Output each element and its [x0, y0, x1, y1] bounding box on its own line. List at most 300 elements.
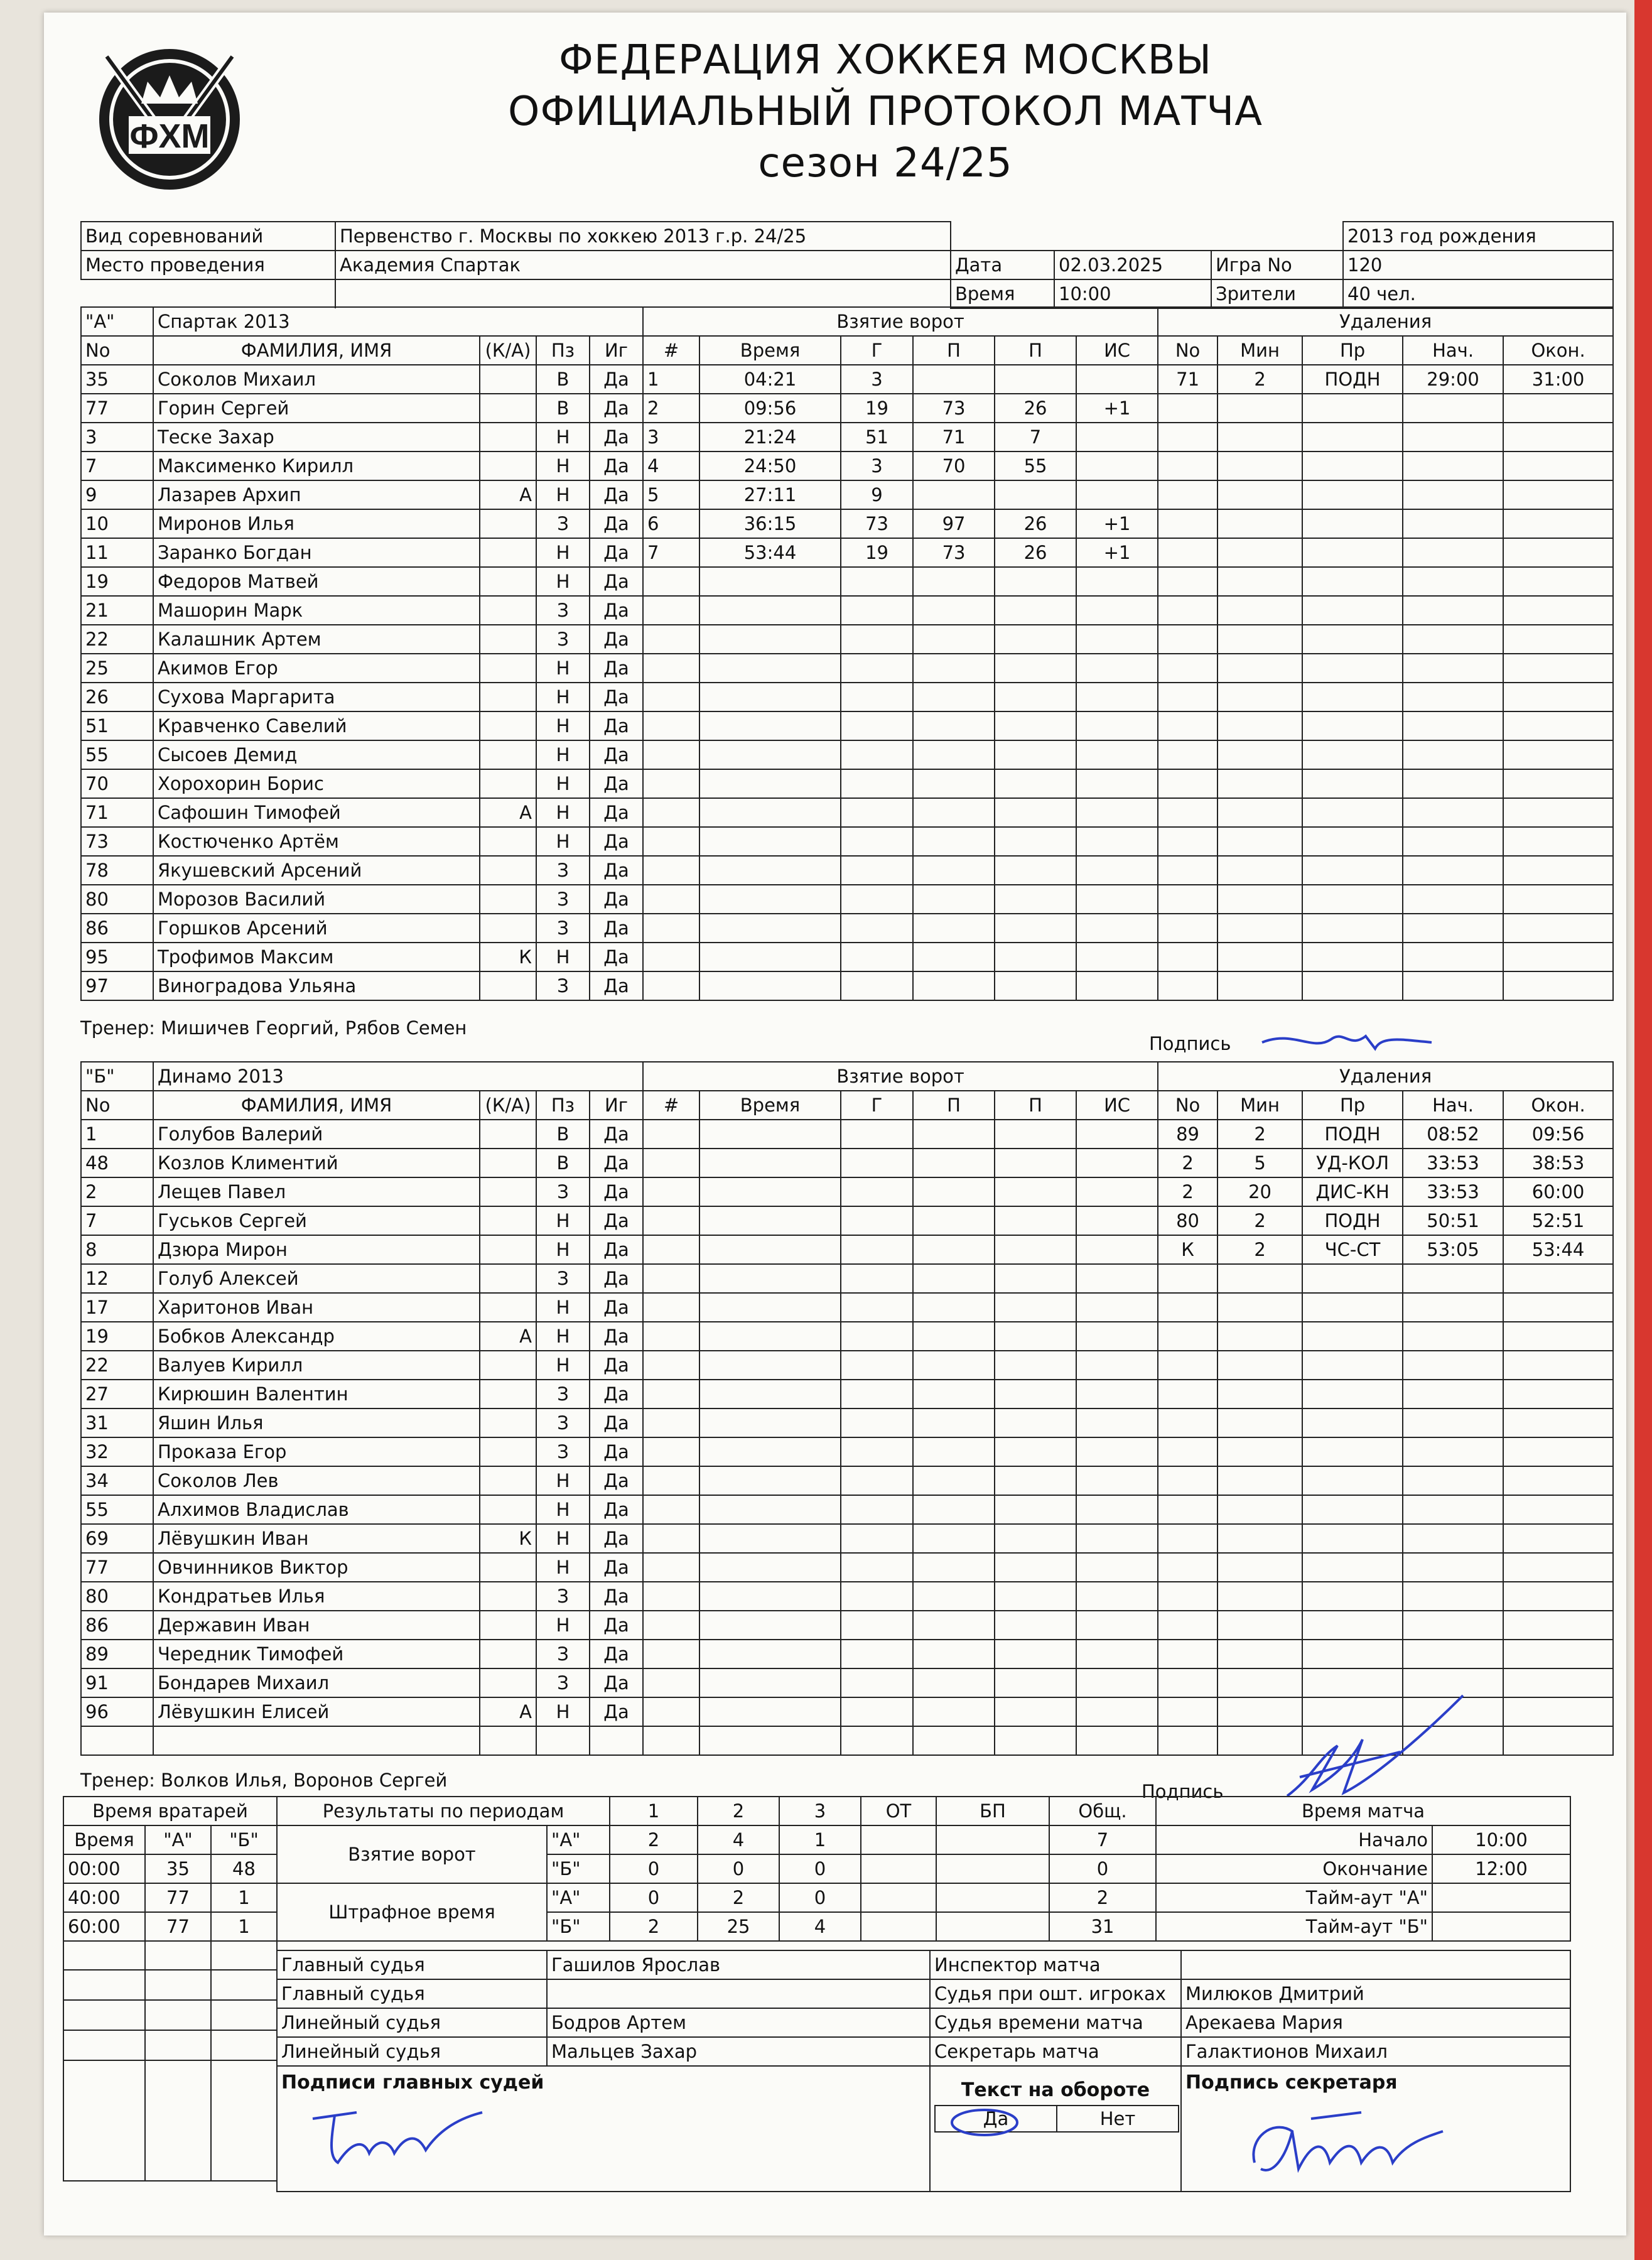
- team-b-pen-end: [1503, 1380, 1613, 1408]
- team-a-pen-start: [1403, 711, 1503, 740]
- team-a-goal-time: [699, 769, 841, 798]
- team-b-goal-time: [699, 1293, 841, 1322]
- table-row: [81, 365, 1613, 394]
- team-b-goal-scorer: [841, 1293, 913, 1322]
- team-b-goal-situation: [1076, 1640, 1158, 1668]
- team-b-goal-assist2: [995, 1206, 1076, 1235]
- team-b-pen-no: [1158, 1293, 1217, 1322]
- venue-value: Академия Спартак: [335, 251, 951, 279]
- team-b-pen-start: [1403, 1322, 1503, 1351]
- team-a-player-ka: А: [480, 798, 536, 827]
- col-is: ИС: [1076, 1091, 1158, 1120]
- team-a-goal-n: [643, 596, 699, 625]
- goalie-time: 00:00: [63, 1854, 145, 1883]
- team-b-player-no: 55: [81, 1495, 153, 1524]
- pim-a-ot: [861, 1883, 936, 1912]
- team-b-player-ig: Да: [590, 1582, 643, 1611]
- team-b-goal-assist1: [913, 1408, 995, 1437]
- team-b-goal-assist2: [995, 1524, 1076, 1553]
- team-b-goal-assist1: [913, 1524, 995, 1553]
- table-row: [81, 1206, 1613, 1235]
- secretary-signature: [1236, 2094, 1462, 2188]
- col-no: No: [81, 336, 153, 365]
- team-b-goal-n: [643, 1437, 699, 1466]
- team-a-player-ka: [480, 538, 536, 567]
- pim-a-total: 2: [1049, 1883, 1156, 1912]
- goals-b-p3: 0: [779, 1854, 861, 1883]
- pim-b-ot: [861, 1912, 936, 1941]
- secretary-label: Секретарь матча: [930, 2037, 1181, 2066]
- col-p1: П: [913, 336, 995, 365]
- timeout-b: [1432, 1912, 1570, 1941]
- team-b-player-ka: К: [480, 1524, 536, 1553]
- team-a-player-ig: Да: [590, 827, 643, 856]
- team-a-pen-type: [1302, 480, 1403, 509]
- team-a-player-ig: Да: [590, 769, 643, 798]
- goals-b-p2: 0: [698, 1854, 779, 1883]
- time-value: 10:00: [1054, 279, 1211, 308]
- team-a-player-ig: Да: [590, 480, 643, 509]
- reverse-no[interactable]: [1057, 2106, 1179, 2132]
- team-b-pen-type: [1302, 1495, 1403, 1524]
- pim-a-bp: [936, 1883, 1049, 1912]
- team-a-goal-situation: [1076, 914, 1158, 943]
- team-a-player-ka: [480, 885, 536, 914]
- team-a-player-ka: [480, 856, 536, 885]
- team-a-goal-situation: [1076, 856, 1158, 885]
- team-a-player-ig: Да: [590, 451, 643, 480]
- team-a-goal-assist2: 26: [995, 538, 1076, 567]
- goals-a-ot: [861, 1825, 936, 1854]
- match-end: 12:00: [1432, 1854, 1570, 1883]
- team-a-pen-type: ПОДН: [1302, 365, 1403, 394]
- team-b-pen-no: [1158, 1582, 1217, 1611]
- match-info-table: [80, 221, 1614, 309]
- team-b-goal-scorer: [841, 1149, 913, 1177]
- team-a-goal-n: [643, 856, 699, 885]
- team-b-player-ig: Да: [590, 1120, 643, 1149]
- team-a-pen-type: [1302, 654, 1403, 683]
- team-a-player-ka: [480, 365, 536, 394]
- team-a-pen-min: [1217, 423, 1302, 451]
- team-b-player-name: [153, 1726, 480, 1755]
- team-b-goal-assist2: [995, 1697, 1076, 1726]
- team-b-player-ka: А: [480, 1322, 536, 1351]
- team-a-goal-n: 5: [643, 480, 699, 509]
- team-a-goal-assist1: [913, 596, 995, 625]
- team-b-pen-end: 09:56: [1503, 1120, 1613, 1149]
- team-a-pen-min: [1217, 596, 1302, 625]
- team-b-goal-assist2: [995, 1582, 1076, 1611]
- linesman1-label: Линейный судья: [277, 2008, 547, 2037]
- goalie-time: 40:00: [63, 1883, 145, 1912]
- team-a-player-no: 26: [81, 683, 153, 711]
- team-a-goal-assist1: [913, 740, 995, 769]
- col-pen-no: No: [1158, 1091, 1217, 1120]
- team-a-player-ig: Да: [590, 683, 643, 711]
- team-b-player-no: 31: [81, 1408, 153, 1437]
- team-b-player-ig: Да: [590, 1380, 643, 1408]
- goalie-h-b: "Б": [211, 1825, 277, 1854]
- table-row: [81, 1437, 1613, 1466]
- team-a-goal-assist1: 73: [913, 394, 995, 423]
- team-a-pen-start: [1403, 596, 1503, 625]
- linesman2-label: Линейный судья: [277, 2037, 547, 2066]
- team-b-player-no: 86: [81, 1611, 153, 1640]
- team-a-player-no: 21: [81, 596, 153, 625]
- table-row: [81, 423, 1613, 451]
- team-a-goal-n: [643, 914, 699, 943]
- team-a-pen-type: [1302, 971, 1403, 1000]
- team-a-goal-time: [699, 798, 841, 827]
- team-a-goal-time: 24:50: [699, 451, 841, 480]
- team-a-goal-situation: [1076, 423, 1158, 451]
- team-b-player-no: 96: [81, 1697, 153, 1726]
- team-a-player-pz: З: [536, 885, 590, 914]
- team-b-pen-start: [1403, 1380, 1503, 1408]
- secretary-signature-box: [1181, 2066, 1570, 2192]
- table-row: [81, 971, 1613, 1000]
- team-a-pen-type: [1302, 683, 1403, 711]
- table-row: [81, 943, 1613, 971]
- team-a-pen-type: [1302, 943, 1403, 971]
- team-a-player-name: Максименко Кирилл: [153, 451, 480, 480]
- team-a-pen-end: [1503, 423, 1613, 451]
- col-ig: Иг: [590, 336, 643, 365]
- team-a-player-ka: [480, 451, 536, 480]
- team-a-player-no: 9: [81, 480, 153, 509]
- team-b-goal-situation: [1076, 1120, 1158, 1149]
- team-b-pen-start: [1403, 1495, 1503, 1524]
- team-a-pen-min: 2: [1217, 365, 1302, 394]
- table-row: [81, 683, 1613, 711]
- team-b-pen-min: [1217, 1380, 1302, 1408]
- team-a-goal-n: [643, 971, 699, 1000]
- team-a-pen-no: [1158, 827, 1217, 856]
- team-b-goal-assist2: [995, 1640, 1076, 1668]
- team-a-goal-time: 27:11: [699, 480, 841, 509]
- team-a-player-name: Сафошин Тимофей: [153, 798, 480, 827]
- team-b-goal-n: [643, 1466, 699, 1495]
- team-a-goal-situation: [1076, 480, 1158, 509]
- col-name: ФАМИЛИЯ, ИМЯ: [153, 336, 480, 365]
- team-a-goal-assist1: [913, 971, 995, 1000]
- team-a-goal-time: [699, 914, 841, 943]
- team-a-pen-min: [1217, 625, 1302, 654]
- team-a-player-ig: Да: [590, 654, 643, 683]
- team-a-goal-situation: [1076, 798, 1158, 827]
- team-b-pen-no: [1158, 1640, 1217, 1668]
- team-a-goal-time: 21:24: [699, 423, 841, 451]
- team-a-player-name: Виноградова Ульяна: [153, 971, 480, 1000]
- team-b-goal-time: [699, 1553, 841, 1582]
- team-b-pen-min: 2: [1217, 1235, 1302, 1264]
- table-row: [81, 1120, 1613, 1149]
- team-b-player-pz: Н: [536, 1611, 590, 1640]
- team-b-pen-min: [1217, 1293, 1302, 1322]
- team-a-goal-scorer: [841, 798, 913, 827]
- team-b-pen-min: [1217, 1611, 1302, 1640]
- team-b-player-ig: Да: [590, 1611, 643, 1640]
- team-b-player-no: [81, 1726, 153, 1755]
- team-b-player-name: Голуб Алексей: [153, 1264, 480, 1293]
- team-a-goal-situation: [1076, 711, 1158, 740]
- team-a-pen-end: [1503, 914, 1613, 943]
- table-row: [81, 798, 1613, 827]
- table-row: [81, 856, 1613, 885]
- match-start-label: Начало: [1156, 1825, 1432, 1854]
- date-value: 02.03.2025: [1054, 251, 1211, 279]
- game-no-label: Игра No: [1211, 251, 1343, 279]
- team-a-player-no: 22: [81, 625, 153, 654]
- col-name: ФАМИЛИЯ, ИМЯ: [153, 1091, 480, 1120]
- team-a-pen-no: [1158, 971, 1217, 1000]
- team-a-goal-situation: +1: [1076, 538, 1158, 567]
- team-b-pen-no: [1158, 1524, 1217, 1553]
- team-b-player-no: 1: [81, 1120, 153, 1149]
- team-b-goal-situation: [1076, 1264, 1158, 1293]
- team-b-pen-end: [1503, 1322, 1613, 1351]
- col-ig: Иг: [590, 1091, 643, 1120]
- team-b-player-no: 2: [81, 1177, 153, 1206]
- team-b-player-pz: В: [536, 1149, 590, 1177]
- team-a-player-ka: [480, 654, 536, 683]
- team-a-goal-assist1: [913, 827, 995, 856]
- team-b-goal-n: [643, 1149, 699, 1177]
- team-a-pen-end: [1503, 711, 1613, 740]
- team-a-player-ig: Да: [590, 798, 643, 827]
- team-a-goal-time: [699, 567, 841, 596]
- team-b-goal-assist2: [995, 1553, 1076, 1582]
- col-hash: #: [643, 336, 699, 365]
- goalie-b: 1: [211, 1912, 277, 1941]
- team-b-player-name: Лещев Павел: [153, 1177, 480, 1206]
- team-b-goal-time: [699, 1611, 841, 1640]
- team-b-pen-no: [1158, 1351, 1217, 1380]
- team-a-player-no: 86: [81, 914, 153, 943]
- team-a-player-no: 97: [81, 971, 153, 1000]
- team-a-goal-assist2: [995, 683, 1076, 711]
- team-a-pen-min: [1217, 711, 1302, 740]
- team-b-player-ka: [480, 1149, 536, 1177]
- table-row: [81, 885, 1613, 914]
- team-a-player-ka: [480, 625, 536, 654]
- team-a-pen-min: [1217, 654, 1302, 683]
- title-season: сезон 24/25: [758, 140, 1013, 187]
- col-pen-min: Мин: [1217, 336, 1302, 365]
- team-a-goal-assist2: [995, 914, 1076, 943]
- team-b-player-ig: Да: [590, 1235, 643, 1264]
- team-a-player-ka: [480, 914, 536, 943]
- team-a-player-no: 3: [81, 423, 153, 451]
- col-pen-pr: Пр: [1302, 1091, 1403, 1120]
- team-b-pen-end: [1503, 1495, 1613, 1524]
- team-b-goal-assist1: [913, 1640, 995, 1668]
- team-b-goal-scorer: [841, 1322, 913, 1351]
- goalie-time-table: [63, 1796, 278, 2182]
- team-b-pen-type: ПОДН: [1302, 1120, 1403, 1149]
- team-a-goal-assist2: 26: [995, 394, 1076, 423]
- team-b-player-pz: З: [536, 1264, 590, 1293]
- col-p1: П: [913, 1091, 995, 1120]
- team-a-player-ka: [480, 567, 536, 596]
- team-a-player-ig: Да: [590, 711, 643, 740]
- table-row: [81, 1553, 1613, 1582]
- team-b-goal-assist2: [995, 1668, 1076, 1697]
- team-a-pen-no: [1158, 625, 1217, 654]
- team-a-goal-time: [699, 683, 841, 711]
- team-a-goal-scorer: [841, 711, 913, 740]
- team-a-sign-label: Подпись: [1149, 1033, 1231, 1054]
- team-b-goal-assist1: [913, 1437, 995, 1466]
- ref1-label: Главный судья: [277, 1950, 547, 1979]
- team-b-pen-end: 52:51: [1503, 1206, 1613, 1235]
- team-b-pen-start: [1403, 1582, 1503, 1611]
- team-b-player-ig: Да: [590, 1553, 643, 1582]
- team-a-player-ka: [480, 683, 536, 711]
- team-b-pen-min: [1217, 1553, 1302, 1582]
- team-a-pen-no: 71: [1158, 365, 1217, 394]
- team-b-goal-situation: [1076, 1380, 1158, 1408]
- team-b-player-no: 17: [81, 1293, 153, 1322]
- col-p2: П: [995, 336, 1076, 365]
- team-a-goal-time: [699, 827, 841, 856]
- goals-row-label: Взятие ворот: [277, 1825, 547, 1883]
- table-row: [81, 1380, 1613, 1408]
- team-a-goal-scorer: [841, 625, 913, 654]
- period-results-table: [276, 1796, 1157, 1942]
- team-a-player-pz: В: [536, 365, 590, 394]
- team-b-goal-scorer: [841, 1697, 913, 1726]
- team-b-goal-assist1: [913, 1149, 995, 1177]
- team-b-pen-min: [1217, 1437, 1302, 1466]
- team-a-goal-time: [699, 856, 841, 885]
- team-a-pen-min: [1217, 827, 1302, 856]
- team-a-pen-no: [1158, 509, 1217, 538]
- pim-b-p2: 25: [698, 1912, 779, 1941]
- team-a-goal-assist1: [913, 654, 995, 683]
- team-b-goal-assist2: [995, 1726, 1076, 1755]
- team-a-pen-end: [1503, 538, 1613, 567]
- team-b-goal-assist1: [913, 1553, 995, 1582]
- team-b-player-name: Лёвушкин Иван: [153, 1524, 480, 1553]
- goalie-h-time: Время: [63, 1825, 145, 1854]
- team-b-goal-scorer: [841, 1668, 913, 1697]
- team-b-goal-assist2: [995, 1611, 1076, 1640]
- team-a-pen-start: [1403, 423, 1503, 451]
- team-a-goal-n: 6: [643, 509, 699, 538]
- team-b-goal-scorer: [841, 1582, 913, 1611]
- team-a-player-name: Горин Сергей: [153, 394, 480, 423]
- team-a-goal-scorer: [841, 827, 913, 856]
- secretary-sign-label: Подпись секретаря: [1185, 2072, 1398, 2094]
- team-a-goal-n: [643, 769, 699, 798]
- team-a-player-name: Теске Захар: [153, 423, 480, 451]
- team-b-pen-end: 60:00: [1503, 1177, 1613, 1206]
- goalie-time: 60:00: [63, 1912, 145, 1941]
- team-b-goal-time: [699, 1206, 841, 1235]
- team-a-goal-scorer: 3: [841, 365, 913, 394]
- team-a-pen-type: [1302, 740, 1403, 769]
- goalie-title: Время вратарей: [63, 1797, 277, 1825]
- team-b-player-name: Соколов Лев: [153, 1466, 480, 1495]
- team-b-goal-situation: [1076, 1726, 1158, 1755]
- team-a-player-name: Федоров Матвей: [153, 567, 480, 596]
- match-time-title: Время матча: [1156, 1797, 1570, 1825]
- team-b-player-ka: [480, 1466, 536, 1495]
- team-b-goal-situation: [1076, 1611, 1158, 1640]
- team-a-goal-n: 4: [643, 451, 699, 480]
- team-b-goal-time: [699, 1351, 841, 1380]
- team-a-player-pz: В: [536, 394, 590, 423]
- team-a-goal-assist1: [913, 856, 995, 885]
- team-b-goal-scorer: [841, 1351, 913, 1380]
- team-a-goal-situation: [1076, 943, 1158, 971]
- team-a-goal-scorer: [841, 943, 913, 971]
- team-b-pen-no: [1158, 1466, 1217, 1495]
- team-a-goal-assist1: [913, 943, 995, 971]
- table-row: [81, 1582, 1613, 1611]
- team-b-goal-situation: [1076, 1235, 1158, 1264]
- team-a-player-pz: З: [536, 509, 590, 538]
- team-a-pen-end: [1503, 856, 1613, 885]
- timeout-b-label: Тайм-аут "Б": [1156, 1912, 1432, 1941]
- team-a-goal-situation: [1076, 654, 1158, 683]
- team-b-sign-label: Подпись: [1142, 1781, 1224, 1802]
- team-b-player-ig: Да: [590, 1466, 643, 1495]
- team-a-goal-n: 7: [643, 538, 699, 567]
- team-b-player-pz: Н: [536, 1235, 590, 1264]
- team-a-pen-start: [1403, 683, 1503, 711]
- team-b-goal-assist2: [995, 1235, 1076, 1264]
- team-b-pen-min: 2: [1217, 1120, 1302, 1149]
- team-b-goal-time: [699, 1697, 841, 1726]
- team-b-goal-assist1: [913, 1582, 995, 1611]
- team-b-pen-type: УД-КОЛ: [1302, 1149, 1403, 1177]
- team-b-player-no: 27: [81, 1380, 153, 1408]
- team-b-player-no: 89: [81, 1640, 153, 1668]
- team-a-goal-scorer: [841, 567, 913, 596]
- team-a-pen-end: [1503, 971, 1613, 1000]
- team-b-player-ka: [480, 1726, 536, 1755]
- team-a-pen-start: [1403, 451, 1503, 480]
- team-b-player-name: Алхимов Владислав: [153, 1495, 480, 1524]
- col-pz: Пз: [536, 1091, 590, 1120]
- team-b-goal-n: [643, 1726, 699, 1755]
- table-row: [81, 480, 1613, 509]
- team-b-pen-no: 80: [1158, 1206, 1217, 1235]
- team-a-pen-min: [1217, 683, 1302, 711]
- team-a-player-no: 80: [81, 885, 153, 914]
- team-b-pen-end: [1503, 1640, 1613, 1668]
- team-a-goal-time: [699, 885, 841, 914]
- team-b-goal-situation: [1076, 1524, 1158, 1553]
- team-a-player-name: Костюченко Артём: [153, 827, 480, 856]
- team-a-pen-type: [1302, 394, 1403, 423]
- team-a-pen-min: [1217, 480, 1302, 509]
- spectators-label: Зрители: [1211, 279, 1343, 308]
- team-a-goal-n: [643, 567, 699, 596]
- team-a-player-ig: Да: [590, 885, 643, 914]
- team-a-pen-no: [1158, 740, 1217, 769]
- team-b-pen-min: [1217, 1495, 1302, 1524]
- team-b-player-pz: Н: [536, 1553, 590, 1582]
- team-a-player-pz: З: [536, 625, 590, 654]
- ref1-value: Гашилов Ярослав: [547, 1950, 930, 1979]
- team-a-player-ka: [480, 711, 536, 740]
- team-b-player-pz: Н: [536, 1697, 590, 1726]
- team-b-goal-time: [699, 1495, 841, 1524]
